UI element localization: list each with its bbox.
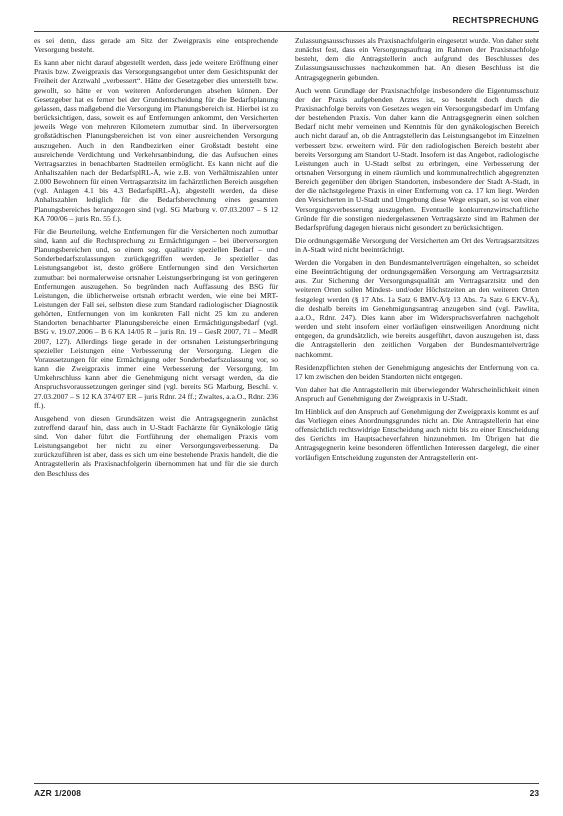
left-column [34,36,278,482]
paragraph: Die ordnungsgemäße Versorgung der Versicherten am Ort des Vertragsarztsitzes in A-Stadt wird nicht beeinträchtigt. [295,235,539,255]
section-header: RECHTSPRECHUNG [452,15,539,25]
footer-rule [34,783,539,784]
paragraph: Von daher hat die Antragstellerin mit überwiegender Wahrscheinlichkeit einen Anspruch auf Genehmigung der Zweigpraxis in U-Stadt. [295,384,539,403]
paragraph: Ausgehend von diesen Grundsätzen weist die Antragsgegnerin zunächst zutreffend darauf hin, dass auch in U-Stadt Fachärzte für Gynäkologie tätig sind. Von daher führt die Fortführung der ehemaligen Praxis vom Leistungsangebot her nicht zu einer Versorgungsverbesserung. Da zurückzuführen ist aber, dass es sich um eine bestehende Praxis handelt, die die Antragstellerin als Praxisnachfolgerin übernommen hat und für die sie durch den Beschluss des [34,413,278,478]
paragraph: Für die Beurteilung, welche Entfernungen für die Versicherten noch zumutbar sind, kann auf die Rechtsprechung zu Ermächtigungen – bei überversorgten Planungsbereichen und, so einem sog. qualitativ speziellen Bedarf – und Sonderbedarfszulassungen zurückgegriffen werden. Je spezieller das Leistungsangebot ist, desto größere Entfernungen sind den Versicherten zumutbar: bei normalerweise ortsnaher Leistungserbringung ist von geringeren Entfernungen auszugehen. So begründen nach Auffassung des BSG für Leistungen, die üblicherweise ortsnah erbracht werden, wie eine bei MRT-Leistungen der Fall sei, selbsten diese zum Standard radiologischer Diagnostik gehörten, Entfernungen von im konkreten Fall nicht 25 km zu anderen Standorten benachbarter Planungsbereiche einen Ermächtigungsbedarf (vgl. BSG v. 19.07.2006 – B 6 KA 14/05 R – juris Rn. 19 – GesR 2007, 71 – MedR 2007, 127). Allerdings liege gerade in der ortsnahen Leistungserbringung spezieller Leistungen eine Verbesserung der Versorgung. Liegen die Voraussetzungen für eine Ermächtigung oder Sonderbedarfszulassung vor, so kann die Zweigpraxis immer eine Verbesserung der Versorgung. Im Umkehrschluss kann aber die Genehmigung nicht versagt werden, da die Anspruchsvoraussetzungen geringer sind (vgl. bereits SG Marburg, Beschl. v. 27.03.2007 – S 12 KA 374/07 ER – juris Rdnr. 24 ff.; Zwaltes, a.a.O., Rdnr. 236 ff.). [34,226,278,410]
right-column [295,36,539,465]
paragraph: Es kann aber nicht darauf abgestellt werden, dass jede weitere Eröffnung einer Praxis bzw. Zweigpraxis das Versorgungsangebot unter dem Gesichtspunkt der Freiheit der Arztwahl „verbessert“. Hätte der Gesetzgeber dies unterstellt bzw. gewollt, so hätte er von weiteren Anforderungen absehen können. Der Gesetzgeber hat es ferner bei der Grundentscheidung für die Bedarfsplanung gelassen, dass maßgebend die Versorgung im Planungsbereich ist. Hierbei ist zu berücksichtigen, dass, soweit es auf Entfernungen ankommt, den Versicherten jeweils Wege von mehreren Kilometern zumutbar sind. In überversorgten großstädtischen Planungsbereichen ist von einer ausreichenden Versorgung auszugehen. Auch in den Randbezirken einer Großstadt besteht eine ausreichende Verdichtung und Verkehrsanbindung, die das Aufsuchen eines Vertragsarztes in benachbarten Stadtteilen ermöglicht. Es kann nicht auf die Anhaltszahlen nach der BedarfsplRL-Ä, wie z.B. von Verhältniszahlen unter 2.000 Bewohnern für einen Vertragsarztsitz im fachärztlichen Bereich ausgehen (vgl. Anlagen 4.1 bis 4.3 BedarfsplRL-Ä), abgestellt werden, da diese Anhaltszahlen lediglich für die Bedarfsberechnung eines gesamten Planungsbereiches herangezogen sind (vgl. SG Marburg v. 07.03.2007 – S 12 KA 700/06 – juris Rn. 55 f.). [34,58,278,223]
paragraph: Zulassungsausschusses als Praxisnachfolgerin eingesetzt wurde. Von daher steht zunächst fest, dass ein Versorgungsauftrag im Rahmen der Praxisnachfolge besteht, dem die Antragstellerin auch aufgrund des Beschlusses des Zulassungsausschusses nachzukommen hat. An diesen Beschluss ist die Antragsgegnerin gebunden. [295,36,539,82]
journal-reference: AZR 1/2008 [34,788,82,798]
paragraph: es sei denn, dass gerade am Sitz der Zweigpraxis eine entsprechende Versorgung besteht. [34,36,278,55]
header-rule [34,31,539,32]
paragraph: Auch wenn Grundlage der Praxisnachfolge insbesondere die Eigentumsschutz der der Praxis aufgebenden Arztes ist, so besteht doch durch die Praxisnachfolge bereits von Gesetzes wegen ein Versorgungsbedarf im Umfang der bestehenden Praxis. Von daher kann die Antragsgegnerin einen solchen Bedarf nicht mehr verneinen und Kenntnis für den gynäkologischen Bereich auch nicht darauf an, ob die Antragstellerin das Leistungsangebot im Einzelnen verbessert bzw. erweitern wird. Für den radiologischen Bereich besteht aber bereits Versorgung am Standort U-Stadt. Insofern ist das Angebot, radiologische Leistungen auch in U-Stadt selbst zu erbringen, eine Verbesserung der ortsnahen Versorgung in einem räumlich und kommunalrechtlich abgegrenzten Bereich gegenüber den übrigen Standorten, insbesondere der Stadt A-Stadt, in der die nächstgelegene Praxis in einer Entfernung von ca. 17 km liegt. Werden den Versicherten in U-Stadt und Umgebung diese Wege erspart, so ist von einer Versorgungsverbesserung auszugehen. Eventuelle konkurrenzwirtschaftliche Gründe für die sonstigen niedergelassenen Vertragsärzte sind im Rahmen der Bedarfsprüfung dagegen hieraus nicht gesondert zu berücksichtigen. [295,85,539,232]
paragraph: Im Hinblick auf den Anspruch auf Genehmigung der Zweigpraxis kommt es auf das Vorliegen eines Anordnungsgrundes nicht an. Die Antragstellerin hat eine offensichtlich rechtswidrige Entscheidung auch nicht bis zu einer Entscheidung des Gerichts im Hauptsacheverfahren hinzunehmen. Im Übrigen hat die Antragsgegnerin keine besonderen öffentlichen Interessen dargelegt, die einer vorläufigen Entscheidung zugunsten der Antragstellerin ent- [295,406,539,462]
page-number: 23 [529,788,539,798]
paragraph: Werden die Vorgaben in den Bundesmantelverträgen eingehalten, so scheidet eine Beeinträchtigung der ordnungsgemäßen Versorgung am Vertragsarztsitz aus. Zur Sicherung der Versorgungsqualität am Vertragsarztsitz und den weiteren Orten sollen Mindest- und/oder Höchstzeiten an den weiteren Orten festgelegt werden (§ 17 Abs. 1a Satz 6 BMV-Ä/§ 13 Abs. 7a Satz 6 EKV-Ä), die deshalb bereits im Genehmigungsantrag anzugeben sind (vgl. Pawlita, a.a.O., Rdnr. 247). Dies kann aber im Widerspruchsverfahren nachgeholt werden und steht insofern einer vorläufigen einstweiligen Anordnung nicht entgegen, da grundsätzlich, wie bereits ausgeführt, davon auszugehen ist, dass die Antragstellerin den zeitlichen Vorgaben der Bundesmantelverträge nachkommt. [295,257,539,359]
paragraph: Residenzpflichten stehen der Genehmigung angesichts der Entfernung von ca. 17 km zwischen den beiden Standorten nicht entgegen. [295,362,539,381]
